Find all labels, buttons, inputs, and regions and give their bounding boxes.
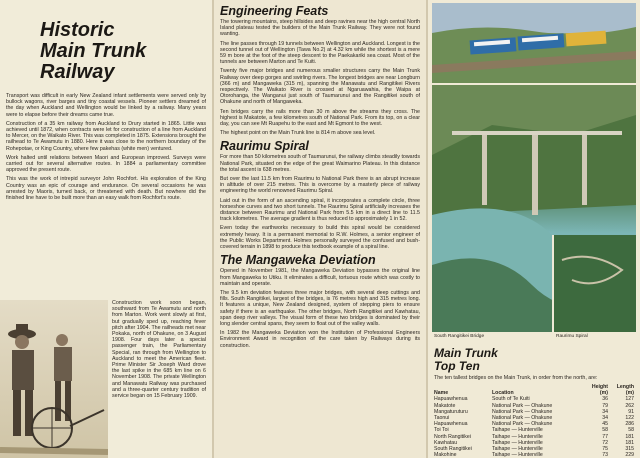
engineering-paragraph: Ten bridges carry the rails more than 30 m above the streams they cross. The highest is Makatote, a few kilometres south of National Park. From its top, on a clear day, you can see Mt Ruapehu to the east and Mt Egmont to the west. <box>220 108 420 128</box>
table-row <box>434 452 634 458</box>
panel-history <box>0 0 212 458</box>
cell-name: South Rangitikei <box>434 446 472 453</box>
cell-location: Taihape — Hunterville <box>492 427 543 434</box>
cell-height: 72 <box>602 439 608 446</box>
caption-bridge: South Rangitikei Bridge <box>434 334 485 339</box>
cell-height: 34 <box>602 408 608 415</box>
bridge-and-spiral-photos <box>432 85 636 332</box>
top-ten-header <box>434 347 634 384</box>
engineering-paragraph: The towering mountains, steep hillsides and deep ravines near the high central North Island plateau tested the builders of the Main Trunk Railway. They were not found wanting. <box>220 19 420 38</box>
cell-name: North Rangitikei <box>434 433 471 440</box>
title-line-1: Historic <box>40 19 115 41</box>
cell-height: 75 <box>602 446 608 453</box>
section-title-mangaweka: The Mangaweka Deviation <box>220 253 376 268</box>
cell-location: National Park — Ohakune <box>492 421 553 428</box>
mangaweka-paragraph: The 9.5 km deviation features three major bridges, with several deep cuttings and fills. South Rangitikei, largest of the bridges, is 76 metres high and 315 metres long. It features a unique, New Zealand designed, system of stepping piers to ensure safety if there is an earthquake. The other bridges, North Rangitikei and Kawhatau, span deep river valleys. The visual form of these two bridges is dominated by their long slender central spans, they seem to float out of the valley walls. <box>220 289 420 327</box>
caption-spiral: Raurimu Spiral <box>556 334 588 339</box>
construction-text-block <box>112 300 206 402</box>
top-ten-heading <box>434 347 634 373</box>
gorge-illustration <box>432 85 636 332</box>
cell-name: Hapuawhenua <box>434 396 468 403</box>
col-name: Name <box>434 390 449 397</box>
cell-height: 45 <box>602 421 608 428</box>
cell-height: 77 <box>602 433 608 440</box>
cell-location: National Park — Ohakune <box>492 408 553 415</box>
cell-height: 58 <box>602 427 608 434</box>
cell-length: 181 <box>625 439 634 446</box>
cell-length: 229 <box>625 452 634 458</box>
cell-length: 91 <box>628 408 634 415</box>
table-body <box>434 396 634 458</box>
col-location: Location <box>492 390 514 397</box>
cell-name: Makatote <box>434 402 456 409</box>
cell-location: Taihape — Hunterville <box>492 452 543 458</box>
cell-length: 262 <box>625 402 634 409</box>
cell-length: 286 <box>625 421 634 428</box>
section-title-engineering: Engineering Feats <box>220 4 329 18</box>
cell-name: Toi Toi <box>434 427 449 434</box>
cell-name: Hapuawhenua <box>434 421 468 428</box>
cell-height: 79 <box>602 402 608 409</box>
engineering-paragraph: Twenty five major bridges and numerous smaller structures carry the Main Trunk Railway over deep gorges and swirling rivers. The longest bridges are near Longburn (366 m) and Mangaweka (315 m), spanning the Manawatu and Rangitikei Rivers respectively. The Waikato River is crossed at Ngaruawahia, the Waipa at Otorohanga, the Wanganui just south of Taumarunui and the Rangitikei south of Ohakune and north of Mangaweka. <box>220 68 420 106</box>
table-header-row <box>434 384 634 396</box>
cell-height: 36 <box>602 396 608 403</box>
panel-top-ten <box>428 0 640 458</box>
cell-name: Taonui <box>434 415 450 422</box>
cell-length: 122 <box>625 415 634 422</box>
raurimu-paragraph: For more than 50 kilometres south of Taumarunui, the railway climbs steadily towards National Park, situated on the edge of the great Waimarino Plateau. In this distance the total ascent is 638 metres. <box>220 154 420 173</box>
page-title <box>40 20 206 83</box>
historic-surveyors-photo <box>0 300 108 458</box>
engineering-paragraph: The line passes through 19 tunnels between Wellington and Auckland. Longest is the second tunnel out of Wellington (Tawa No.2) at 4.32 km while the shortest is a mere 59 m bore at the foot of the steep descent to the Paekakariki sea coast. Most of the tunnels are between Marton and Te Kuiti. <box>220 40 420 66</box>
cell-length: 181 <box>625 433 634 440</box>
top-ten-heading-line-2: Top Ten <box>434 359 480 373</box>
surveyors-illustration <box>0 300 108 458</box>
cell-length: 127 <box>625 396 634 403</box>
cell-location: Taihape — Hunterville <box>492 433 543 440</box>
raurimu-paragraph: But over the last 11.5 km from Raurimu to National Park there is an abrupt increase in altitude of over 215 metres. This is overcome by a masterly piece of railway engineering the world renowned Raurimu Spiral. <box>220 176 420 195</box>
train-illustration <box>432 3 636 83</box>
table-row <box>434 434 634 440</box>
cell-height: 34 <box>602 415 608 422</box>
cell-location: National Park — Ohakune <box>492 415 553 422</box>
history-paragraph: Construction work soon began, southward from Te Awamutu and north from Marton. Work went slowly at first, but gradually sped up, reaching fever pitch after 1904. The railheads met near Pokaka, north of Ohakune, on 3 August 1908. Four days later a special passenger train, the Parliamentary Special, ran through from Wellington to Auckland to meet the American fleet. Prime Minister Sir Joseph Ward drove the last spike in the 685 km line on 6 November 1908. The private Wellington and Manawatu Railway was purchased and a three-quarter century tradition of service began on 15 February 1909. <box>112 300 206 400</box>
cell-location: South of Te Kuiti <box>492 396 530 403</box>
section-title-raurimu: Raurimu Spiral <box>220 139 309 154</box>
col-height: Height (m) <box>591 384 608 397</box>
cell-name: Makohine <box>434 452 457 458</box>
history-paragraph: Construction of a 35 km railway from Auckland to Drury started in 1865. Little was achieved until 1872, when contracts were let for construction of a line from Auckland to Mercer, on the Waikato River. This was completed in 1875. Extensions brought the railhead to Te Awamutu in 1880. Here it was close to the northern boundary of the Rohepotae, or King Country, where few pakehas (white men) ventured. <box>6 120 206 152</box>
cell-name: Kawhatau <box>434 439 458 446</box>
title-line-2: Main Trunk Railway <box>40 40 147 83</box>
cell-location: National Park — Ohakune <box>492 402 553 409</box>
col-length: Length (m) <box>616 384 634 397</box>
panel-engineering <box>214 0 426 458</box>
cell-location: Taihape — Hunterville <box>492 446 543 453</box>
top-ten-intro: The ten tallest bridges on the Main Trunk, in order from the north, are: <box>434 375 598 381</box>
mangaweka-paragraph: Opened in November 1981, the Mangaweka Deviation bypasses the original line from Mangaweka to Utiku. It eliminates a difficult, tortuous route which was costly to maintain and operate. <box>220 268 420 287</box>
history-paragraph: Work halted until relations between Maori and European improved. Surveys were carried out for several alternative routes. In 1884 a parliamentary committee approved the present route. <box>6 154 206 174</box>
train-photo <box>432 3 636 83</box>
top-ten-table <box>434 384 634 458</box>
top-ten-heading-line-1: Main Trunk <box>434 346 498 360</box>
cell-height: 73 <box>602 452 608 458</box>
engineering-paragraph: The highest point on the Main Trunk line is 814 m above sea level. <box>220 130 376 137</box>
raurimu-paragraph: Even today the earthworks necessary to build this spiral would be considered extremely heavy. It is a permanent memorial to R.W. Holmes, a senior engineer of the Public Works Department. Holmes personally surveyed the confused and bush-covered terrain in 1898 to produce this textbook example of a spiral line. <box>220 225 420 251</box>
mangaweka-paragraph: In 1982 the Mangaweka Deviation won the Institution of Professional Engineers Environment Award in recognition of the care taken by Railways during its construction. <box>220 330 420 349</box>
cell-name: Mangaturuturu <box>434 408 468 415</box>
cell-location: Taihape — Hunterville <box>492 439 543 446</box>
history-paragraph: This was the work of intrepid surveyor John Rochfort. His exploration of the King Country was an epic of courage and endurance. On several occasions he was arrested by Maoris, turned back, or threatened with death. But nowhere did the finished line have to be built more than an easy walk from Rochfort's route. <box>6 176 206 202</box>
cell-length: 58 <box>628 427 634 434</box>
raurimu-paragraph: Laid out in the form of an ascending spiral, it incorporates a complete circle, three horseshoe curves and two short tunnels. The Raurimu Spiral artificially increases the distance between Raurimu and National Park from 5.5 km in a direct line to 11.5 track kilometres. The average gradient is thus reduced to approximately 1 in 52. <box>220 197 420 223</box>
history-paragraph: Transport was difficult in early New Zealand infant settlements were served only by bullock wagons, river barges and tiny coastal vessels. Pioneer settlers dreamed of the day when Auckland and Wellington would be linked by a railway. Many years were to elapse before their dreams came true. <box>6 93 206 118</box>
cell-length: 315 <box>625 446 634 453</box>
